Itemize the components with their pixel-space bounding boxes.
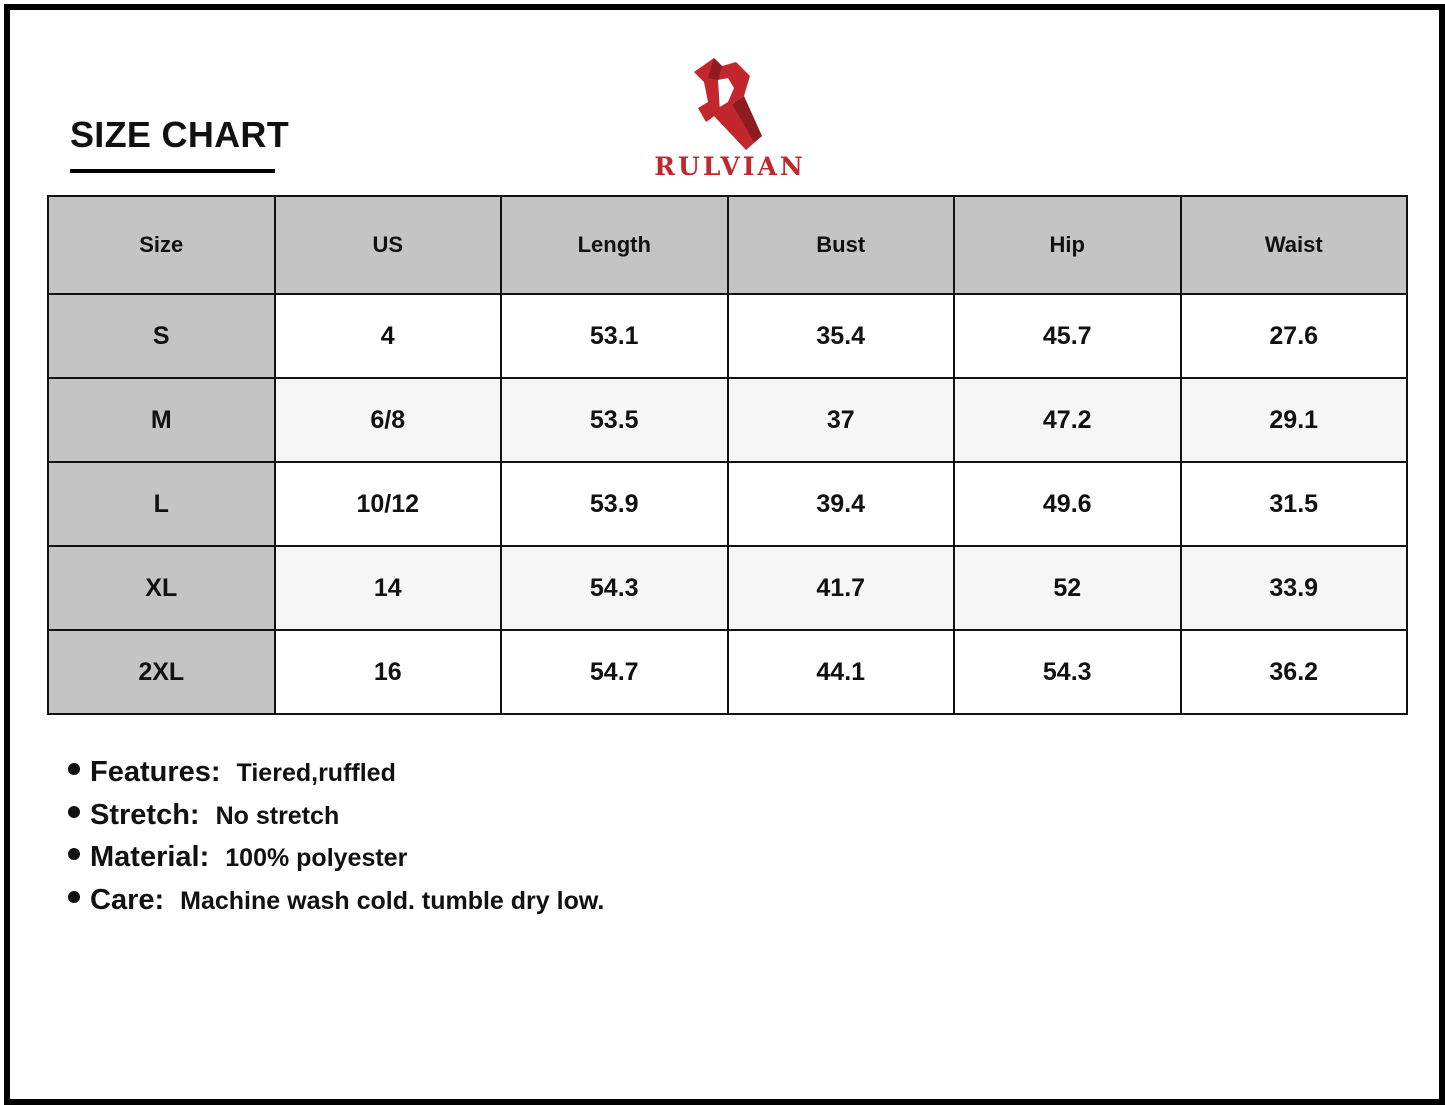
list-item — [68, 841, 604, 884]
column-header: Size — [48, 196, 275, 294]
table-cell: 35.4 — [728, 294, 955, 378]
table-cell: 54.3 — [954, 630, 1181, 714]
list-item — [68, 756, 604, 799]
table-cell: 47.2 — [954, 378, 1181, 462]
table-cell: 4 — [275, 294, 502, 378]
table-cell: 31.5 — [1181, 462, 1408, 546]
table-cell: 52 — [954, 546, 1181, 630]
size-table — [47, 195, 1408, 715]
spec-value: Tiered,ruffled — [236, 759, 396, 787]
table-cell: 44.1 — [728, 630, 955, 714]
table-cell: XL — [48, 546, 275, 630]
table-header-row — [48, 196, 1407, 294]
table-cell: 53.1 — [501, 294, 728, 378]
table-row — [48, 294, 1407, 378]
table-cell: 54.7 — [501, 630, 728, 714]
bullet-icon — [68, 891, 80, 903]
bullet-icon — [68, 763, 80, 775]
spec-label: Stretch: — [90, 798, 200, 831]
product-specs-list — [68, 756, 604, 926]
page-title: SIZE CHART — [70, 114, 289, 155]
list-item — [68, 884, 604, 927]
table-cell: S — [48, 294, 275, 378]
table-cell: 41.7 — [728, 546, 955, 630]
column-header: Bust — [728, 196, 955, 294]
column-header: Length — [501, 196, 728, 294]
table-cell: 53.9 — [501, 462, 728, 546]
spec-label: Care: — [90, 883, 165, 916]
table-cell: 49.6 — [954, 462, 1181, 546]
spec-label: Material: — [90, 841, 210, 873]
brand-name: RULVIAN — [654, 152, 806, 181]
spec-value: 100% polyester — [225, 844, 408, 872]
table-cell: 27.6 — [1181, 294, 1408, 378]
table-cell: 39.4 — [728, 462, 955, 546]
table-row — [48, 546, 1407, 630]
table-cell: 10/12 — [275, 462, 502, 546]
list-item — [68, 799, 604, 842]
spec-value: No stretch — [215, 801, 340, 830]
column-header: US — [275, 196, 502, 294]
table-cell: 45.7 — [954, 294, 1181, 378]
table-cell: 29.1 — [1181, 378, 1408, 462]
spec-label: Features: — [90, 756, 221, 788]
table-cell: 37 — [728, 378, 955, 462]
table-cell: 36.2 — [1181, 630, 1408, 714]
table-cell: 14 — [275, 546, 502, 630]
bullet-icon — [68, 848, 80, 860]
table-cell: 53.5 — [501, 378, 728, 462]
table-cell: 6/8 — [275, 378, 502, 462]
table-cell: L — [48, 462, 275, 546]
column-header: Hip — [954, 196, 1181, 294]
title-underline — [70, 169, 275, 173]
page-frame — [4, 4, 1445, 1105]
table-cell: 16 — [275, 630, 502, 714]
table-row — [48, 378, 1407, 462]
brand-logo — [640, 48, 820, 188]
table-cell: 33.9 — [1181, 546, 1408, 630]
rulvian-r-logo-icon — [684, 52, 774, 152]
table-cell: M — [48, 378, 275, 462]
table-row — [48, 630, 1407, 714]
bullet-icon — [68, 806, 80, 818]
table-row — [48, 462, 1407, 546]
table-cell: 2XL — [48, 630, 275, 714]
spec-value: Machine wash cold. tumble dry low. — [180, 886, 605, 915]
column-header: Waist — [1181, 196, 1408, 294]
table-cell: 54.3 — [501, 546, 728, 630]
